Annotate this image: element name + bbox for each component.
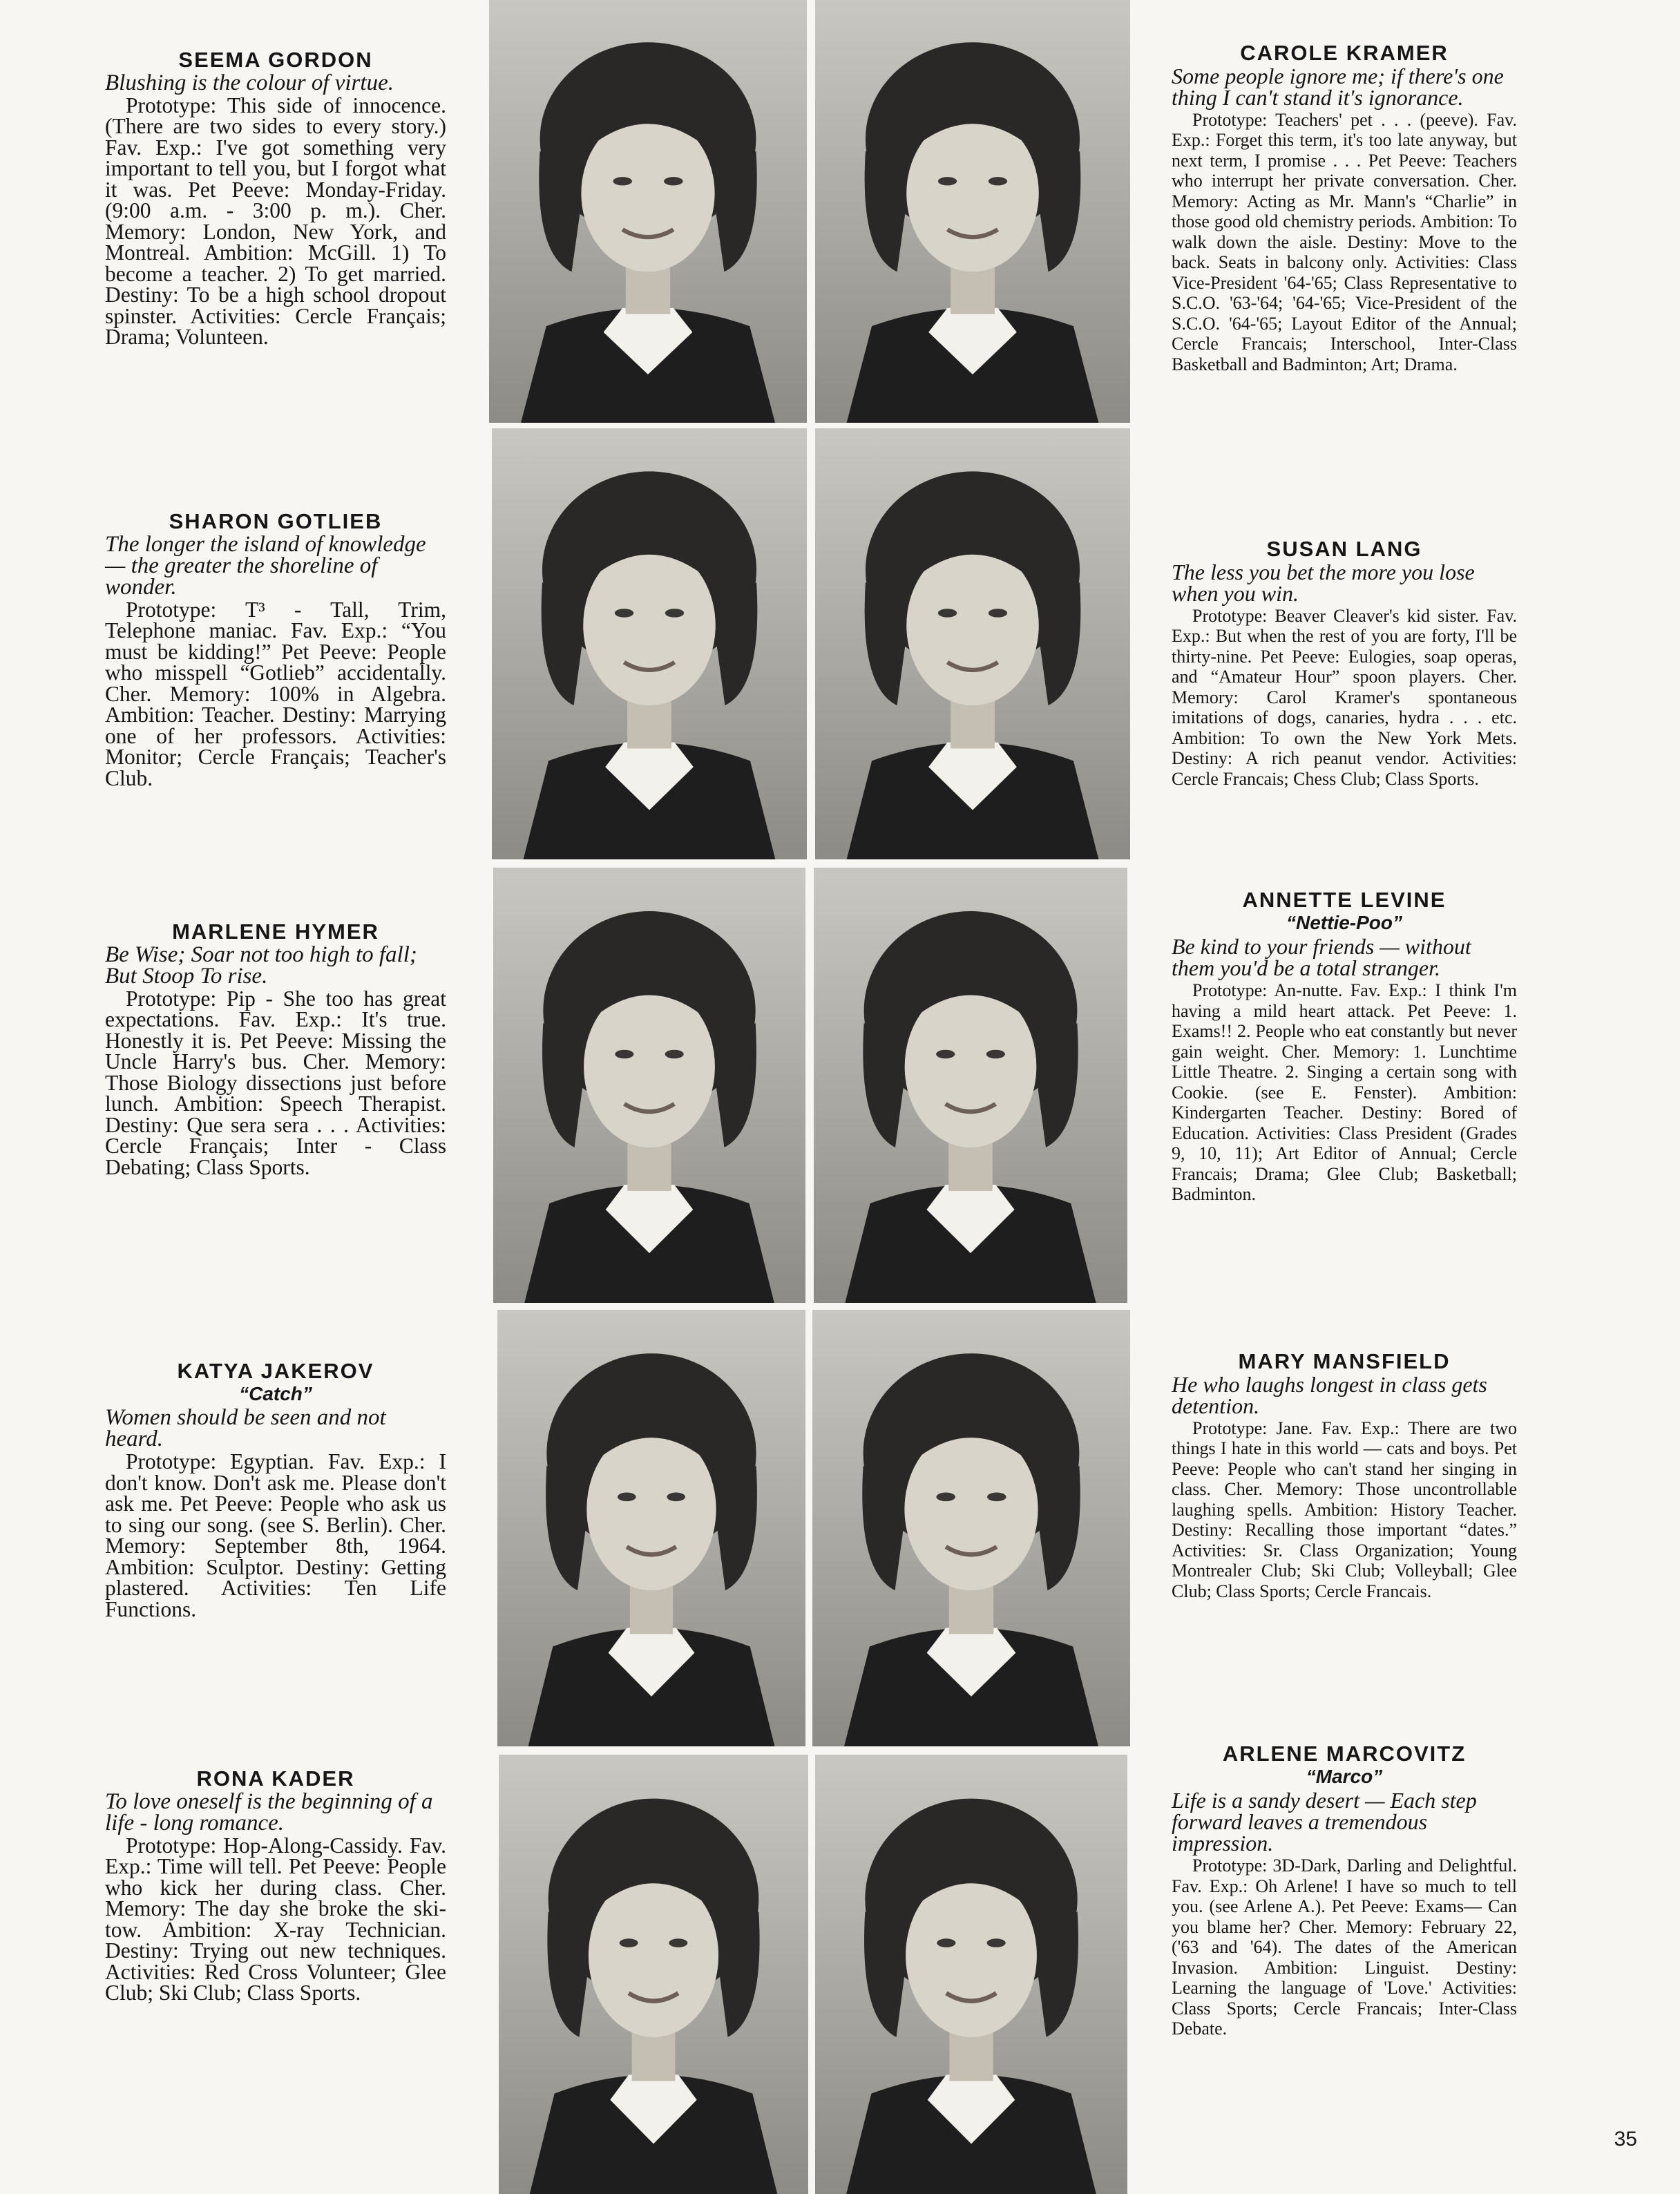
portrait-eye-right bbox=[665, 1050, 684, 1059]
page-number: 35 bbox=[1614, 2128, 1637, 2150]
portrait-photo-annette-levine bbox=[814, 868, 1127, 1303]
portrait-eye-left bbox=[938, 177, 957, 185]
portrait-photo-mary-mansfield bbox=[812, 1310, 1130, 1746]
portrait-silhouette bbox=[489, 0, 807, 423]
student-name: CAROLE KRAMER bbox=[1240, 41, 1449, 65]
student-bio: Prototype: This side of innocence. (There are two sides to every story.) Fav. Exp.: I've got something very important to tell you, but I forgot what it was. Pet Peeve: Monday-Friday. (9:00 a.m. - 3:00 p. m.). Cher. Memory: London, New York, and Montreal. Ambition: McGill. 1) To become a teacher. 2) To get married. Destiny: To be a high school dropout spinster. Activities: Cercle Français; Drama; Volunteen. bbox=[105, 93, 446, 349]
portrait-silhouette bbox=[492, 428, 807, 859]
portrait-silhouette bbox=[815, 1755, 1127, 2194]
student-bio: Prototype: Hop-Along-Cassidy. Fav. Exp.: Time will tell. Pet Peeve: People who kick her during class. Cher. Memory: The day she broke the ski-tow. Ambition: X-ray Technician. Destiny: Trying out new techniques. Activities: Red Cross Volunteer; Glee Club; Ski Club; Class Sports. bbox=[105, 1833, 446, 2005]
portrait-photo-marlene-hymer bbox=[493, 868, 805, 1303]
student-nickname: “Marco” bbox=[1306, 1765, 1383, 1787]
student-name: ANNETTE LEVINE bbox=[1242, 888, 1447, 912]
portrait-eye-left bbox=[618, 1493, 636, 1502]
portrait-eye-left bbox=[615, 609, 633, 617]
portrait-photo-sharon-gotlieb bbox=[492, 428, 807, 859]
student-bio: Prototype: 3D-Dark, Darling and Delightful. Fav. Exp.: Oh Arlene! I have so much to tell you. (see Arlene A.). Pet Peeve: Exams— Can you blame her? Cher. Memory: February 22, ('63 and '64). The dates of the American Invasion. Ambition: Linguist. Destiny: Learning the language of 'Love.' Activities: Class Sports; Cercle Francais; Inter-Class Debate. bbox=[1172, 1856, 1517, 2039]
student-quote: He who laughs longest in class gets detention. bbox=[1172, 1371, 1487, 1418]
entry-seema-gordon bbox=[105, 50, 446, 348]
student-bio: Prototype: Egyptian. Fav. Exp.: I don't know. Don't ask me. Please don't ask me. Pet Peeve: People who ask us to sing our song. (see S. Berlin). Cher. Memory: September 8th, 1964. Ambition: Sculptor. Destiny: Getting plastered. Activities: Ten Life Functions. bbox=[105, 1449, 446, 1621]
student-bio: Prototype: Pip - She too has great expectations. Fav. Exp.: It's true. Honestly it is. Pet Peeve: Missing the Uncle Harry's bus. Cher. Memory: Those Biology dissections just before lunch. Ambition: Speech Therapist. Destiny: Que sera sera . . . Activities: Cercle Français; Inter - Class Debating; Class Sports. bbox=[105, 986, 446, 1179]
portrait-eye-left bbox=[936, 1493, 955, 1502]
student-quote: Women should be seen and not heard. bbox=[105, 1405, 386, 1451]
portrait-eye-right bbox=[987, 1938, 1006, 1947]
portrait-silhouette bbox=[815, 428, 1130, 859]
entry-sharon-gotlieb bbox=[105, 511, 446, 789]
student-nickname: “Nettie-Poo” bbox=[1286, 911, 1402, 933]
student-quote: To love oneself is the beginning of a life - long romance. bbox=[105, 1788, 433, 1835]
entry-susan-lang bbox=[1172, 539, 1517, 789]
portrait-eye-left bbox=[937, 1938, 955, 1947]
portrait-photo-seema-gordon bbox=[489, 0, 807, 423]
portrait-eye-right bbox=[667, 1493, 685, 1502]
student-name: SUSAN LANG bbox=[1266, 537, 1422, 561]
portrait-silhouette bbox=[493, 868, 805, 1303]
entry-marlene-hymer bbox=[105, 919, 446, 1179]
portrait-eye-right bbox=[989, 177, 1007, 185]
portrait-eye-right bbox=[669, 1938, 687, 1947]
portrait-photo-arlene-marcovitz bbox=[815, 1755, 1127, 2194]
student-quote: Be kind to your friends — without them you'd be a total stranger. bbox=[1172, 934, 1471, 980]
entry-arlene-marcovitz bbox=[1172, 1744, 1517, 2039]
portrait-eye-left bbox=[615, 1050, 633, 1059]
portrait-eye-right bbox=[987, 1493, 1006, 1502]
student-name: MARLENE HYMER bbox=[172, 919, 379, 944]
entry-katya-jakerov bbox=[105, 1361, 446, 1620]
student-name: ARLENE MARCOVITZ bbox=[1222, 1742, 1467, 1766]
student-name: SHARON GOTLIEB bbox=[169, 509, 383, 533]
portrait-photo-katya-jakerov bbox=[497, 1310, 805, 1746]
student-bio: Prototype: Beaver Cleaver's kid sister. Fav. Exp.: But when the rest of you are forty, I'll be thirty-nine. Pet Peeve: Eulogies, soap operas, and “Amateur Hour” spoon players. Cher. Memory: Carol Kramer's spontaneous imitations of dogs, canaries, hydra . . . etc. Ambition: To own the New York Mets. Destiny: A rich peanut vendor. Activities: Cercle Francais; Chess Club; Class Sports. bbox=[1172, 605, 1517, 789]
portrait-silhouette bbox=[812, 1310, 1130, 1746]
student-quote: Some people ignore me; if there's one thing I can't stand it's ignorance. bbox=[1172, 63, 1504, 110]
portrait-silhouette bbox=[814, 868, 1127, 1303]
portrait-eye-left bbox=[938, 609, 957, 617]
student-quote: Be Wise; Soar not too high to fall; But Stoop To rise. bbox=[105, 942, 417, 989]
student-name: RONA KADER bbox=[196, 1766, 355, 1791]
student-name: MARY MANSFIELD bbox=[1238, 1349, 1451, 1373]
student-quote: Blushing is the colour of virtue. bbox=[105, 70, 394, 95]
portrait-eye-left bbox=[936, 1050, 955, 1059]
student-bio: Prototype: An-nutte. Fav. Exp.: I think I'm having a mild heart attack. Pet Peeve: 1. Exams!! 2. People who eat constantly but never gain weight. Cher. Memory: 1. Lunchtime Little Theatre. 2. Singing a certain song with Cookie. (see E. Fenster). Ambition: Kindergarten Teacher. Destiny: Bored of Education. Activities: Class President (Grades 9, 10, 11); Art Editor of Annual; Cercle Francais; Drama; Glee Club; Basketball; Badminton. bbox=[1172, 980, 1517, 1204]
entry-mary-mansfield bbox=[1172, 1351, 1517, 1601]
student-bio: Prototype: T³ - Tall, Trim, Telephone maniac. Fav. Exp.: “You must be kidding!” Pet Peeve: People who misspell “Gotlieb” accidentally. Cher. Memory: 100% in Algebra. Ambition: Teacher. Destiny: Marrying one of her professors. Activities: Monitor; Cercle Français; Teacher's Club. bbox=[105, 597, 446, 790]
portrait-eye-right bbox=[664, 177, 683, 185]
entry-carole-kramer bbox=[1172, 43, 1517, 374]
student-name: KATYA JAKEROV bbox=[177, 1359, 374, 1383]
student-name: SEEMA GORDON bbox=[178, 48, 373, 72]
portrait-photo-susan-lang bbox=[815, 428, 1130, 859]
portrait-eye-right bbox=[986, 1050, 1005, 1059]
student-quote: The less you bet the more you lose when you win. bbox=[1172, 559, 1475, 606]
portrait-photo-rona-kader bbox=[499, 1755, 808, 2194]
portrait-eye-left bbox=[620, 1938, 638, 1947]
portrait-photo-carole-kramer bbox=[815, 0, 1130, 423]
student-quote: Life is a sandy desert — Each step forward leaves a tremendous impression. bbox=[1172, 1788, 1477, 1856]
entry-rona-kader bbox=[105, 1768, 446, 2004]
portrait-silhouette bbox=[815, 0, 1130, 423]
student-nickname: “Catch” bbox=[239, 1382, 312, 1404]
entry-annette-levine bbox=[1172, 890, 1517, 1205]
portrait-silhouette bbox=[497, 1310, 805, 1746]
portrait-eye-right bbox=[989, 609, 1007, 617]
student-quote: The longer the island of knowledge — the greater the shoreline of wonder. bbox=[105, 531, 426, 600]
portrait-silhouette bbox=[499, 1755, 808, 2194]
student-bio: Prototype: Jane. Fav. Exp.: There are two things I hate in this world — cats and boys. Pet Peeve: People who can't stand her singing in class. Cher. Memory: Those uncontrollable laughing spells. Ambition: History Teacher. Destiny: Recalling those important “dates.” Activities: Sr. Class Organization; Young Montrealer Club; Ski Club; Volleyball; Glee Club; Class Sports; Cercle Francais. bbox=[1172, 1418, 1517, 1601]
portrait-eye-left bbox=[613, 177, 632, 185]
student-bio: Prototype: Teachers' pet . . . (peeve). Fav. Exp.: Forget this term, it's too late anyway, but next term, I promise . . . Pet Peeve: Teachers who interrupt her private conversation. Cher. Memory: Acting as Mr. Mann's “Charlie” in those good old chemistry periods. Ambition: To walk down the aisle. Destiny: Move to the back. Seats in balcony only. Activities: Class Vice-President '64-'65; Class Representative to S.C.O. '63-'64; '64-'65; Vice-President of the S.C.O. '64-'65; Layout Editor of the Annual; Cercle Francais; Interschool, Inter-Class Basketball and Badminton; Art; Drama. bbox=[1172, 109, 1517, 374]
portrait-eye-right bbox=[665, 609, 684, 617]
